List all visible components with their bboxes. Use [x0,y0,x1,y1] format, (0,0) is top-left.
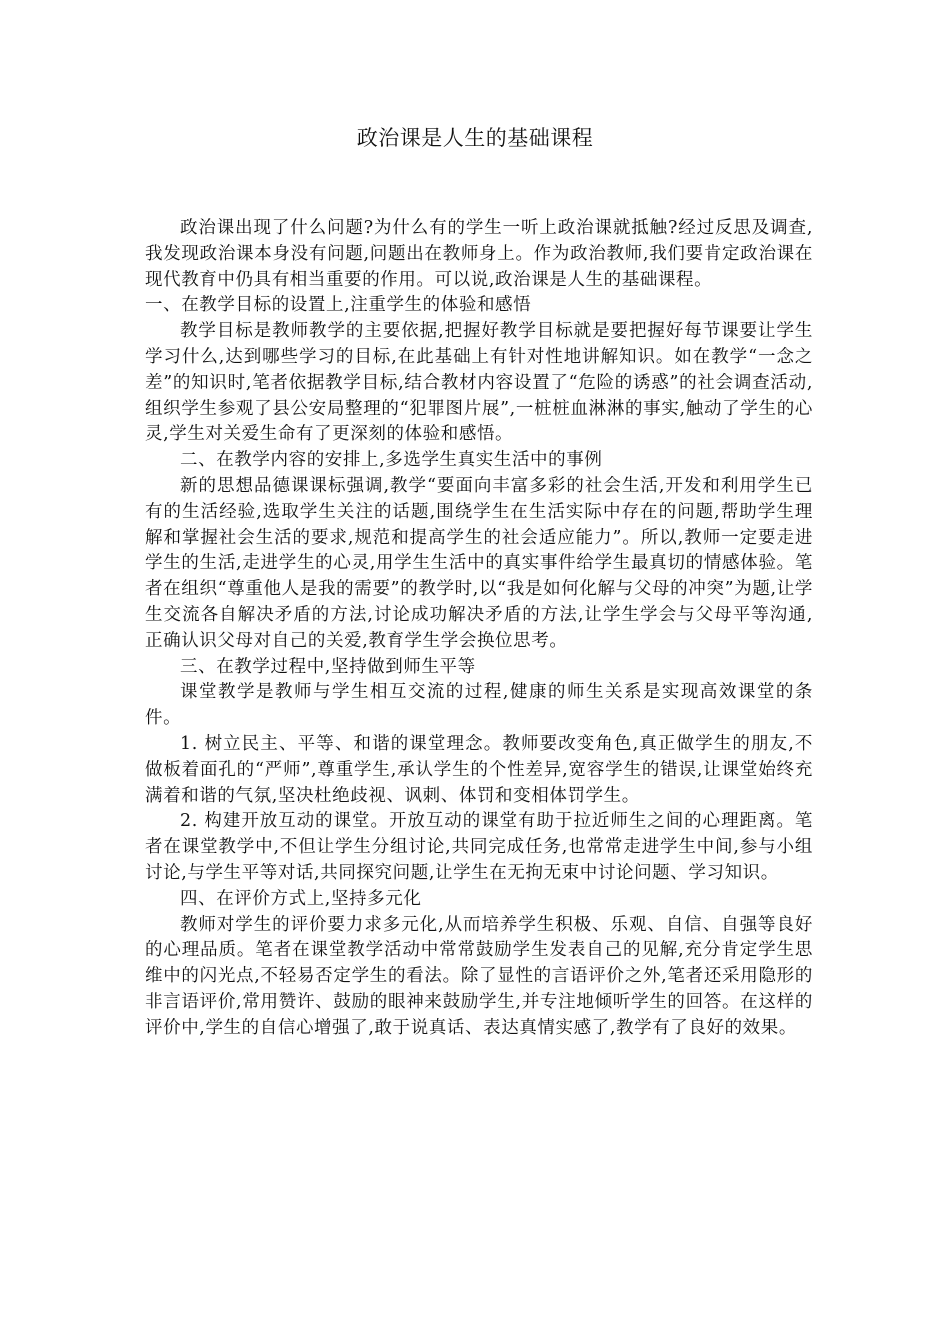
body-paragraph: 新的思想品德课课标强调,教学“要面向丰富多彩的社会生活,开发和利用学生已有的生活经验,选取学生关注的话题,围绕学生在生活实际中存在的问题,帮助学生理解和掌握社会生活的要求,规范和提高学生的社会适应能力”。所以,教师一定要走进学生的生活,走进学生的心灵,用学生生活中的真实事件给学生最真切的情感体验。笔者在组织“尊重他人是我的需要”的教学时,以“我是如何化解与父母的冲突”为题,让学生交流各自解决矛盾的方法,讨论成功解决矛盾的方法,让学生学会与父母平等沟通,正确认识父母对自己的关爱,教育学生学会换位思考。 [145,475,813,651]
section-heading-3: 三、在教学过程中,坚持做到师生平等 [180,656,476,677]
section-heading-2: 二、在教学内容的安排上,多选学生真实生活中的事例 [180,450,603,471]
body-paragraph: 教师对学生的评价要力求多元化,从而培养学生积极、乐观、自信、自强等良好的心理品质。笔者在课堂教学活动中常常鼓励学生发表自己的见解,充分肯定学生思维中的闪光点,不轻易否定学生的看法。除了显性的言语评价之外,笔者还采用隐形的非言语评价,常用赞许、鼓励的眼神来鼓励学生,并专注地倾听学生的回答。在这样的评价中,学生的自信心增强了,敢于说真话、表达真情实感了,教学有了良好的效果。 [145,914,813,1038]
list-item-1: 1. 树立民主、平等、和谐的课堂理念。教师要改变角色,真正做学生的朋友,不做板着面孔的“严师”,尊重学生,承认学生的个性差异,宽容学生的错误,让课堂始终充满着和谐的气氛,坚决杜绝歧视、讽刺、体罚和变相体罚学生。 [145,733,813,806]
section-heading-1: 一、在教学目标的设置上,注重学生的体验和感悟 [145,295,532,316]
document-title: 政治课是人生的基础课程 [356,126,594,150]
intro-paragraph: 政治课出现了什么问题?为什么有的学生一听上政治课就抵触?经过反思及调查,我发现政治课本身没有问题,问题出在教师身上。作为政治教师,我们要肯定政治课在现代教育中仍具有相当重要的作用。可以说,政治课是人生的基础课程。 [145,218,813,290]
document-body [145,216,813,1042]
body-paragraph: 课堂教学是教师与学生相互交流的过程,健康的师生关系是实现高效课堂的条件。 [145,682,813,729]
section-heading-4: 四、在评价方式上,坚持多元化 [180,888,422,909]
body-paragraph: 教学目标是教师教学的主要依据,把握好教学目标就是要把握好每节课要让学生学习什么,达到哪些学习的目标,在此基础上有针对性地讲解知识。如在教学“一念之差”的知识时,笔者依据教学目标,结合教材内容设置了“危险的诱惑”的社会调查活动,组织学生参观了县公安局整理的“犯罪图片展”,一桩桩血淋淋的事实,触动了学生的心灵,学生对关爱生命有了更深刻的体验和感悟。 [145,321,813,445]
list-item-2: 2. 构建开放互动的课堂。开放互动的课堂有助于拉近师生之间的心理距离。笔者在课堂教学中,不但让学生分组讨论,共同完成任务,也常常走进学生中间,参与小组讨论,与学生平等对话,共同探究问题,让学生在无拘无束中讨论问题、学习知识。 [145,811,813,883]
